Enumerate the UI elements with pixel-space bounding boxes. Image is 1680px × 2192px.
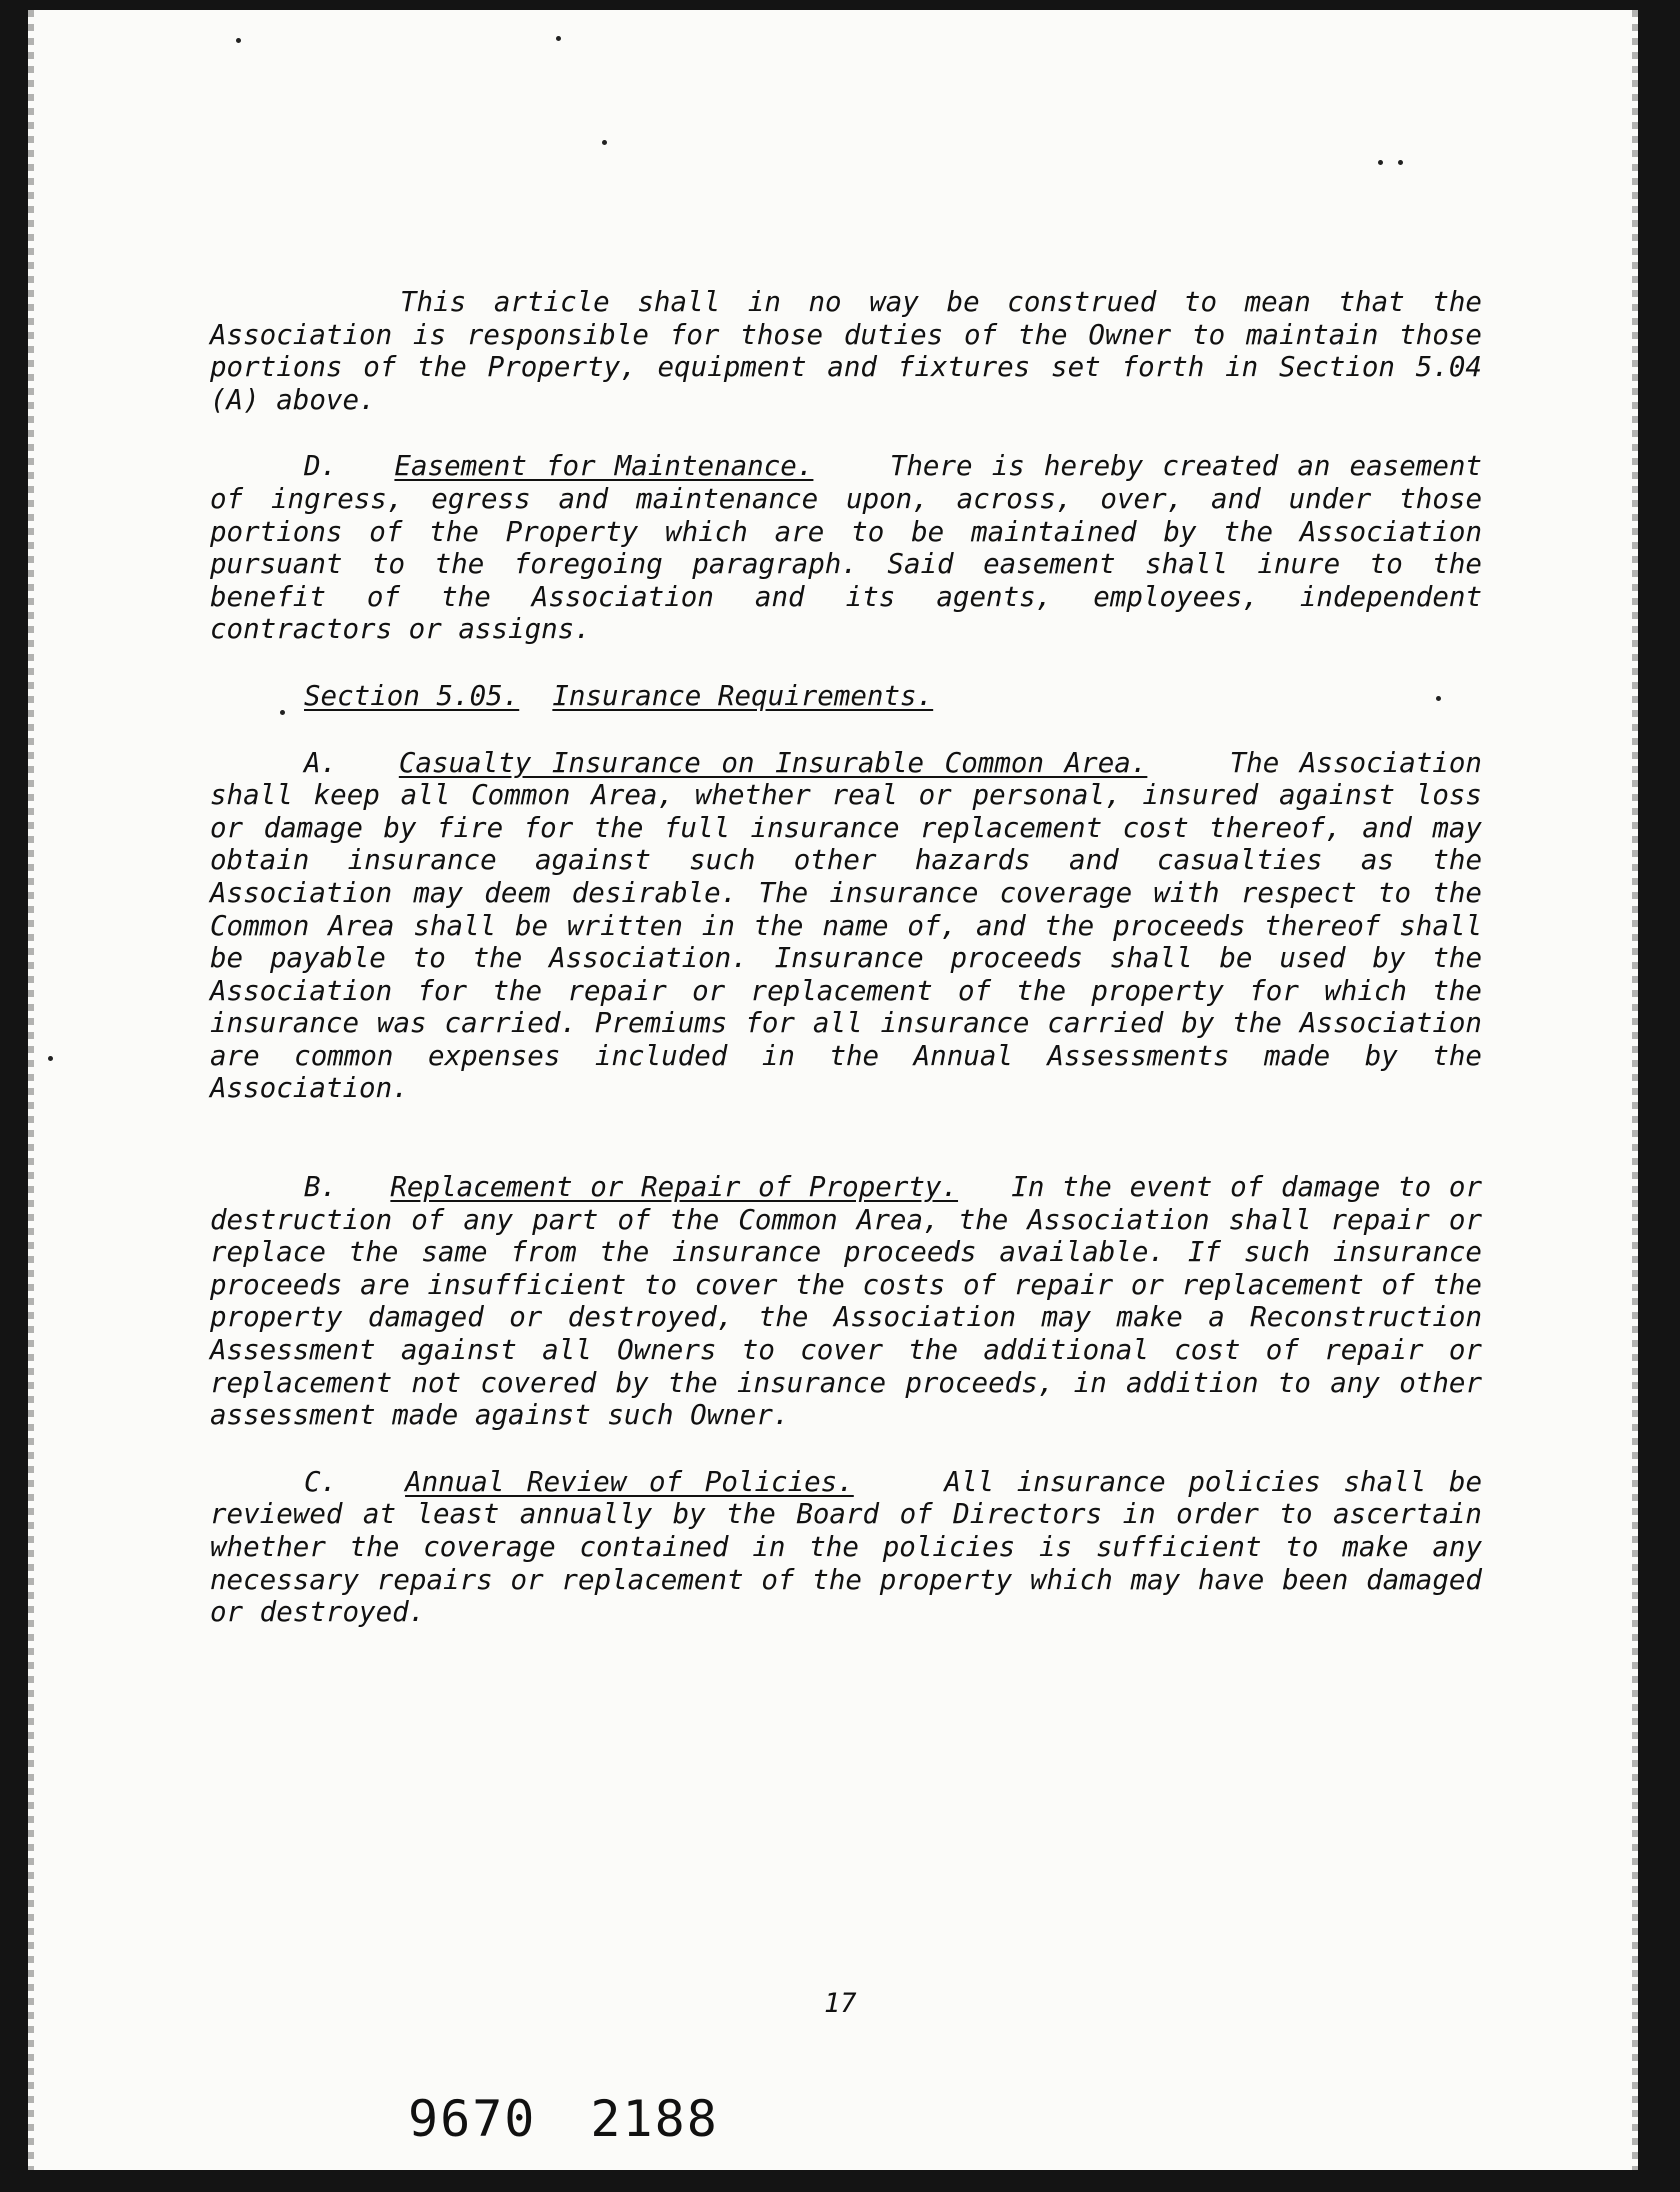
stamp-number-left: 9670: [408, 2090, 537, 2148]
stamp-number-right: 2188: [590, 2090, 719, 2148]
scan-speck: [236, 38, 241, 43]
paragraph-d-label: D.: [304, 450, 338, 483]
paragraph-d-body: There is hereby created an easement of ingress, egress and maintenance upon, across, over, and under those portions of the Property which are to be maintained by the Association pursuant to the foregoing paragraph. Said easement shall inure to the benefit of the Association and its agents, employees, independent contractors or assigns.: [210, 450, 1482, 646]
document-body: [210, 286, 1482, 1629]
scan-speck: [1398, 160, 1403, 165]
paragraph-b-heading: Replacement or Repair of Property.: [390, 1171, 959, 1204]
paragraph-c-body: All insurance policies shall be reviewed at least annually by the Board of Directors in order to ascertain whether the coverage contained in the policies is sufficient to make any necessary repairs or replacement of the property which may have been damaged or destroyed.: [210, 1465, 1482, 1629]
document-page: [28, 10, 1638, 2170]
paragraph-c-heading: Annual Review of Policies.: [405, 1465, 854, 1498]
page-number: 17: [824, 1988, 857, 2019]
paragraph-a-label: A.: [304, 746, 338, 779]
paragraph-a-body: The Association shall keep all Common Area, whether real or personal, insured against loss or damage by fire for the full insurance replacement cost thereof, and may obtain insurance against such other hazards and casualties as the Association may deem desirable. The insurance coverage with respect to the Common Area shall be written in the name of, and the proceeds thereof shall be payable to the Association. Insurance proceeds shall be used by the Association for the repair or replacement of the property for which the insurance was carried. Premiums for all insurance carried by the Association are common expenses included in the Annual Assessments made by the Association.: [210, 746, 1482, 1105]
intro-paragraph: This article shall in no way be construed to mean that the Association is responsible for those duties of the Owner to maintain those portions of the Property, equipment and fixtures set forth in Section 5.04 (A) above.: [210, 286, 1482, 416]
document-stamp: [408, 2090, 719, 2148]
section-number: Section 5.05.: [304, 679, 520, 712]
section-title: Insurance Requirements.: [552, 679, 934, 712]
paragraph-c-label: C.: [304, 1465, 338, 1498]
scan-edge-right: [1632, 10, 1638, 2170]
scan-speck: [48, 1056, 53, 1061]
scan-edge-left: [28, 10, 34, 2170]
paragraph-d: [210, 450, 1482, 646]
scan-speck: [602, 140, 607, 145]
paragraph-b-body: In the event of damage to or destruction of any part of the Common Area, the Association shall repair or replace the same from the insurance proceeds available. If such insurance proceeds are insufficient to cover the costs of repair or replacement of the property damaged or destroyed, the Association may make a Reconstruction Assessment against all Owners to cover the additional cost of repair or replacement not covered by the insurance proceeds, in addition to any other assessment made against such Owner.: [210, 1171, 1483, 1432]
paragraph-a-heading: Casualty Insurance on Insurable Common Area.: [398, 746, 1148, 779]
paragraph-a: [210, 747, 1482, 1106]
paragraph-b-label: B.: [304, 1171, 338, 1204]
paragraph-c: [210, 1466, 1482, 1629]
scan-speck: [556, 36, 561, 41]
scan-speck: [1378, 160, 1383, 165]
section-heading-line: [304, 680, 1482, 713]
paragraph-b: [210, 1171, 1482, 1432]
paragraph-d-heading: Easement for Maintenance.: [394, 450, 814, 483]
